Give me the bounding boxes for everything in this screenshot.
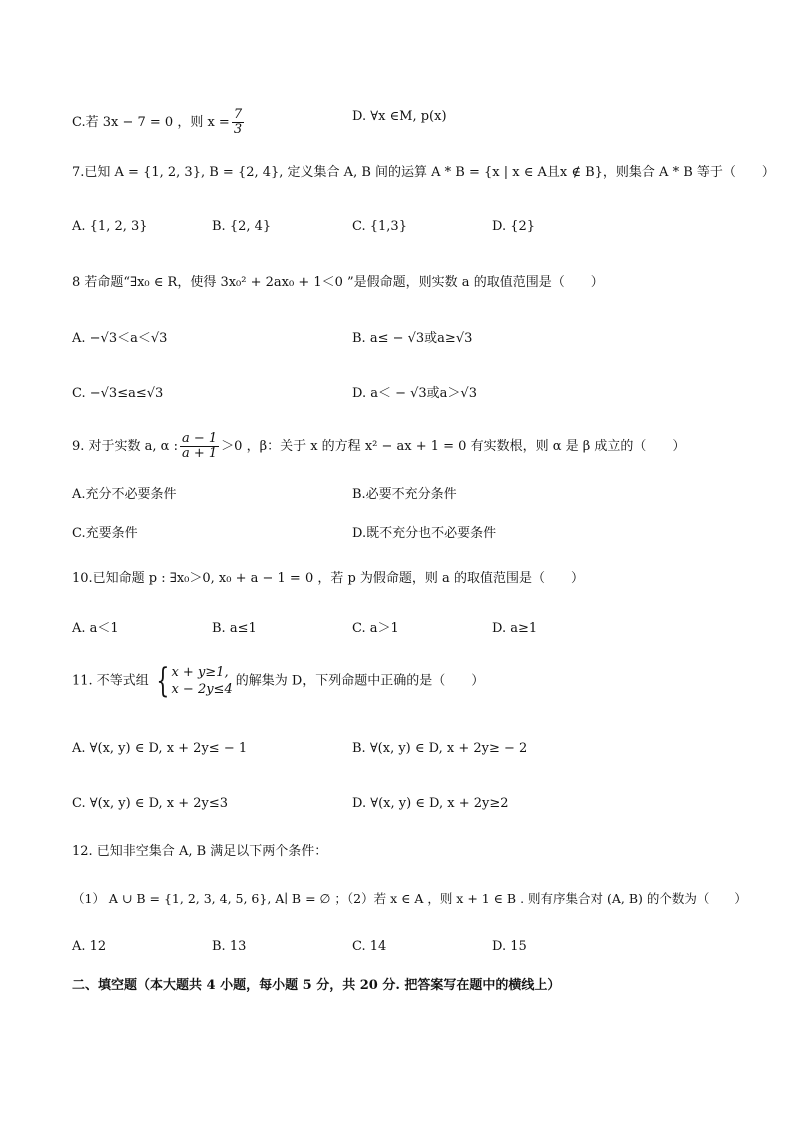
q8-option-c: C. −√3≤a≤√3: [72, 386, 164, 401]
q11-stem-pre: 11. 不等式组: [72, 673, 149, 689]
q7-option-b: B. {2, 4}: [212, 219, 272, 234]
q10-option-d: D. a≥1: [492, 621, 538, 636]
q6-option-c-text: C.若 3x − 7 = 0 ，则 x =: [72, 115, 230, 130]
q6-option-c: [72, 108, 246, 137]
q11-inequality-system: [152, 661, 233, 701]
q11-stem-post: 的解集为 D，下列命题中正确的是（ ）: [235, 673, 485, 689]
q10-stem: 10.已知命题 p : ∃x₀＞0, x₀ + a − 1 = 0 ，若 p 为假命题，则 a 的取值范围是（ ）: [72, 571, 584, 586]
q11-stem: [72, 661, 485, 701]
q11-option-a: A. ∀(x, y) ∈ D, x + 2y≤ − 1: [72, 741, 248, 756]
q7-option-c: C. {1,3}: [352, 219, 407, 234]
q8-stem: 8 若命题“∃x₀ ∈ R，使得 3x₀² + 2ax₀ + 1＜0 ”是假命题，则实数 a 的取值范围是（ ）: [72, 275, 604, 290]
q7-option-d: D. {2}: [492, 219, 536, 234]
q10-option-a: A. a＜1: [72, 621, 119, 636]
q11-system-row-2: x − 2y≤4: [171, 682, 233, 697]
section-2-heading: 二、填空题（本大题共 4 小题，每小题 5 分，共 20 分. 把答案写在题中的横线上）: [72, 978, 561, 993]
q7-stem: 7.已知 A = {1, 2, 3}, B = {2, 4}, 定义集合 A, B 间的运算 A * B = {x | x ∈ A且x ∉ B}，则集合 A * B 等于（ ）: [72, 165, 775, 180]
q9-stem-post: ＞0 ，β：关于 x 的方程 x² − ax + 1 = 0 有实数根，则 α 是 β 成立的（ ）: [221, 439, 686, 454]
fraction-denominator: a + 1: [181, 446, 218, 461]
q9-fraction: [180, 432, 219, 461]
fraction-numerator: a − 1: [181, 431, 218, 446]
q9-option-c: C.充要条件: [72, 526, 138, 541]
q6-option-c-fraction: [232, 108, 244, 137]
fraction-denominator: 3: [233, 122, 243, 137]
q9-stem: [72, 432, 685, 461]
q9-stem-pre: 9. 对于实数 a, α :: [72, 439, 178, 454]
q9-option-b: B.必要不充分条件: [352, 487, 457, 502]
q8-option-a: A. −√3＜a＜√3: [72, 331, 168, 346]
q12-option-d: D. 15: [492, 939, 527, 954]
q11-option-d: D. ∀(x, y) ∈ D, x + 2y≥2: [352, 796, 509, 811]
q12-option-b: B. 13: [212, 939, 247, 954]
q12-stem: 12. 已知非空集合 A, B 满足以下两个条件：: [72, 844, 328, 859]
q12-option-c: C. 14: [352, 939, 387, 954]
q12-conditions: （1） A ∪ B = {1, 2, 3, 4, 5, 6}, A∣ B = ∅ ；（2）若 x ∈ A ，则 x + 1 ∈ B . 则有序集合对 (A, B) 的个数为（ ）: [72, 891, 747, 906]
q11-system-row-1: x + y≥1,: [171, 665, 229, 680]
q8-option-b: B. a≤ − √3或a≥√3: [352, 331, 473, 346]
q11-option-b: B. ∀(x, y) ∈ D, x + 2y≥ − 2: [352, 741, 528, 756]
q8-option-d: D. a＜ − √3或a＞√3: [352, 386, 477, 401]
q9-option-d: D.既不充分也不必要条件: [352, 526, 497, 541]
q11-option-c: C. ∀(x, y) ∈ D, x + 2y≤3: [72, 796, 229, 811]
q6-option-d: D. ∀x ∈M, p(x): [352, 109, 447, 124]
left-brace-icon: {: [156, 661, 170, 701]
q9-option-a: A.充分不必要条件: [72, 487, 177, 502]
q7-option-a: A. {1, 2, 3}: [72, 219, 148, 234]
q12-option-a: A. 12: [72, 939, 107, 954]
q10-option-c: C. a＞1: [352, 621, 399, 636]
q10-option-b: B. a≤1: [212, 621, 257, 636]
fraction-numerator: 7: [233, 107, 243, 122]
